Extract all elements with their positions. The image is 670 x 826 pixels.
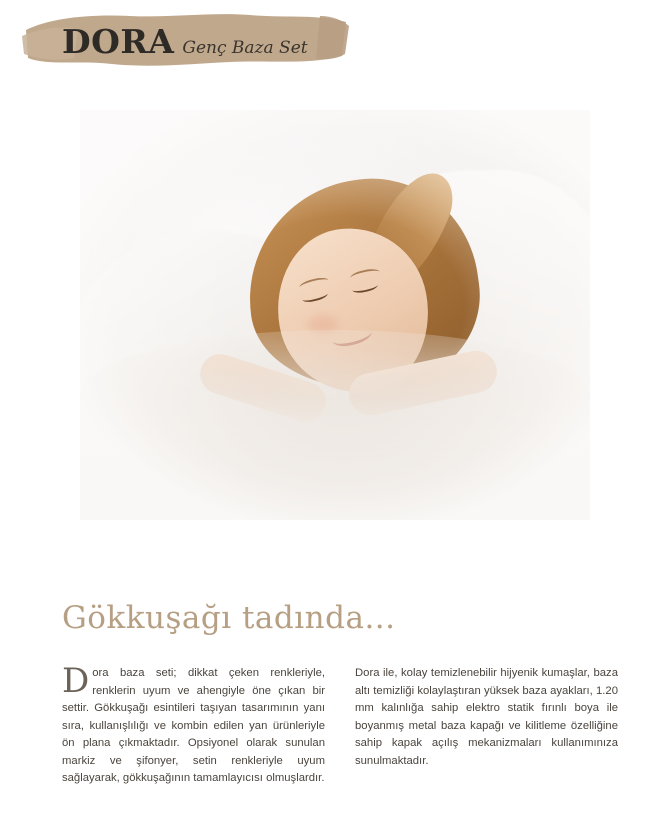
body-column-right bbox=[355, 665, 618, 788]
body-paragraph-left bbox=[62, 661, 325, 788]
header-banner bbox=[20, 10, 350, 72]
body-text-left: ora baza seti; dikkat çeken renkleriyle, renklerin uyum ve ahengiyle öne çıkan bir settir. Gökkuşağı esintileri taşıyan tasarımının yanı sıra, kullanışlılığı ve kombin edilen yan ürünleriyle ön plana çıkmaktadır. Opsiyonel olarak sunulan markiz ve şifonyer, setin renkleriyle uyum sağlayarak, gökkuşağının tamamlayıcısı olmuşlardır. bbox=[62, 667, 325, 784]
hero-vignette bbox=[80, 110, 590, 520]
body-paragraph-right bbox=[355, 665, 618, 770]
body-columns bbox=[62, 661, 618, 788]
body-text-right: Dora ile, kolay temizlenebilir hijyenik kumaşlar, baza altı temizliği kolaylaştıran yüksek baza ayakları, 1.20 mm kalınlığa sahip elektro statik fırınlı boya ile boyanmış metal baza kapağı ve kilitleme özelliğine sahip kapak açılış mekanizmaları kullanımınıza sunulmaktadır. bbox=[355, 667, 618, 767]
brand-subtitle: Genç Baza Set bbox=[182, 38, 308, 58]
brand-title: DORA bbox=[62, 22, 175, 61]
drop-cap: D bbox=[62, 661, 90, 701]
hero-image bbox=[80, 110, 590, 520]
page-headline: Gökkuşağı tadında... bbox=[62, 600, 396, 636]
body-column-left bbox=[62, 661, 325, 788]
banner-text bbox=[62, 22, 308, 61]
